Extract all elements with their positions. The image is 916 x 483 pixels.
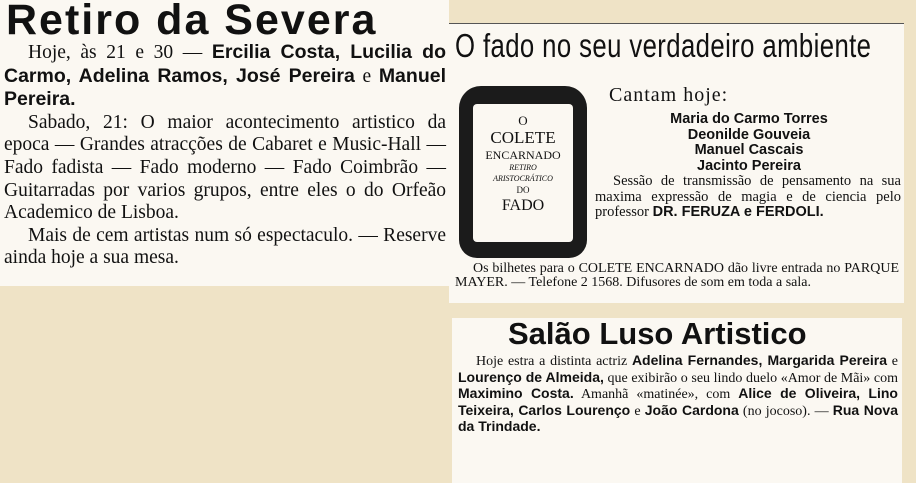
text: Hoje estra a distinta actriz (476, 354, 632, 369)
text: Hoje, às 21 e 30 — (28, 42, 212, 63)
paragraph: Os bilhetes para o COLETE ENCARNADO dão livre entrada no PARQUE MAYER. — Telefone 2 1568. Difusores de som em toda a sala. (455, 261, 899, 290)
text: e (354, 65, 379, 87)
logo-text: COLETE (490, 128, 556, 147)
singer-list (599, 112, 899, 174)
logo-text: ENCARNADO (485, 148, 561, 162)
singer-name: Maria do Carmo Torres (670, 111, 828, 127)
clipping-body (4, 41, 446, 270)
logo-inner (473, 104, 573, 242)
paragraph (458, 353, 898, 436)
singer-name: Manuel Cascais (694, 142, 804, 158)
paragraph: Sabado, 21: O maior acontecimento artistico da epoca — Grandes atracções de Cabaret e Music-Hall — Fado fadista — Fado moderno — Fado Coimbrão — Guitarradas por varios grupos, entre eles o do Orfeão Academico de Lisboa. (4, 111, 446, 224)
paragraph (595, 174, 901, 221)
salao-luso-artistico-clipping (452, 318, 902, 483)
text: (no jocoso). — (738, 403, 833, 419)
performer-names: Lourenço de Almeida, (458, 368, 604, 385)
text: que exibirão o seu lindo duelo «Amor de Mãi» com (603, 370, 898, 386)
clipping-title: Retiro da Severa (6, 0, 378, 44)
logo-text: RETIRO (509, 163, 537, 172)
text: Sessão de transmissão de pensamento na sua maxima expressão de magia e de ciencia pelo professor (595, 173, 901, 220)
singer-name: Deonilde Gouveia (687, 126, 811, 143)
tickets-text (455, 262, 899, 290)
colete-encarnado-clipping (449, 23, 904, 303)
paragraph (4, 41, 446, 112)
logo-text: FADO (501, 197, 545, 214)
text: e (630, 403, 645, 419)
logo-text: ARISTOCRÁTICO (493, 174, 553, 183)
logo-text: O (518, 113, 528, 128)
session-text (595, 174, 901, 221)
ornamental-frame-logo (459, 86, 587, 258)
performer-names: Maximino Costa. (458, 385, 574, 401)
text: e (887, 354, 898, 369)
performer-names: Manuel Pereira. (4, 64, 446, 111)
clipping-title: Salão Luso Artistico (508, 316, 807, 351)
clipping-header: O fado no seu verdadeiro ambiente (455, 27, 872, 64)
performer-names: Alice de Oliveira, Lino Teixeira, Carlos Lourenço (458, 385, 898, 418)
performer-names: Ercilia Costa, Lucilia do Carmo, Adelina Ramos, José Pereira (4, 41, 446, 87)
retiro-da-severa-clipping (0, 0, 449, 286)
performer-names: Adelina Fernandes, Margarida Pereira (631, 352, 888, 368)
cantam-hoje-label: Cantam hoje: (609, 84, 729, 106)
address: Rua Nova da Trindade. (458, 401, 898, 434)
logo-text: DO (516, 185, 530, 195)
singer-name: Jacinto Pereira (697, 157, 801, 174)
performer-names: DR. FERUZA e FERDOLI. (652, 204, 824, 220)
paragraph: Mais de cem artistas num só espectaculo. — Reserve ainda hoje a sua mesa. (4, 224, 446, 269)
performer-names: João Cardona (644, 401, 739, 418)
text: Amanhã «matinée», com (573, 387, 739, 402)
clipping-body (458, 353, 898, 436)
